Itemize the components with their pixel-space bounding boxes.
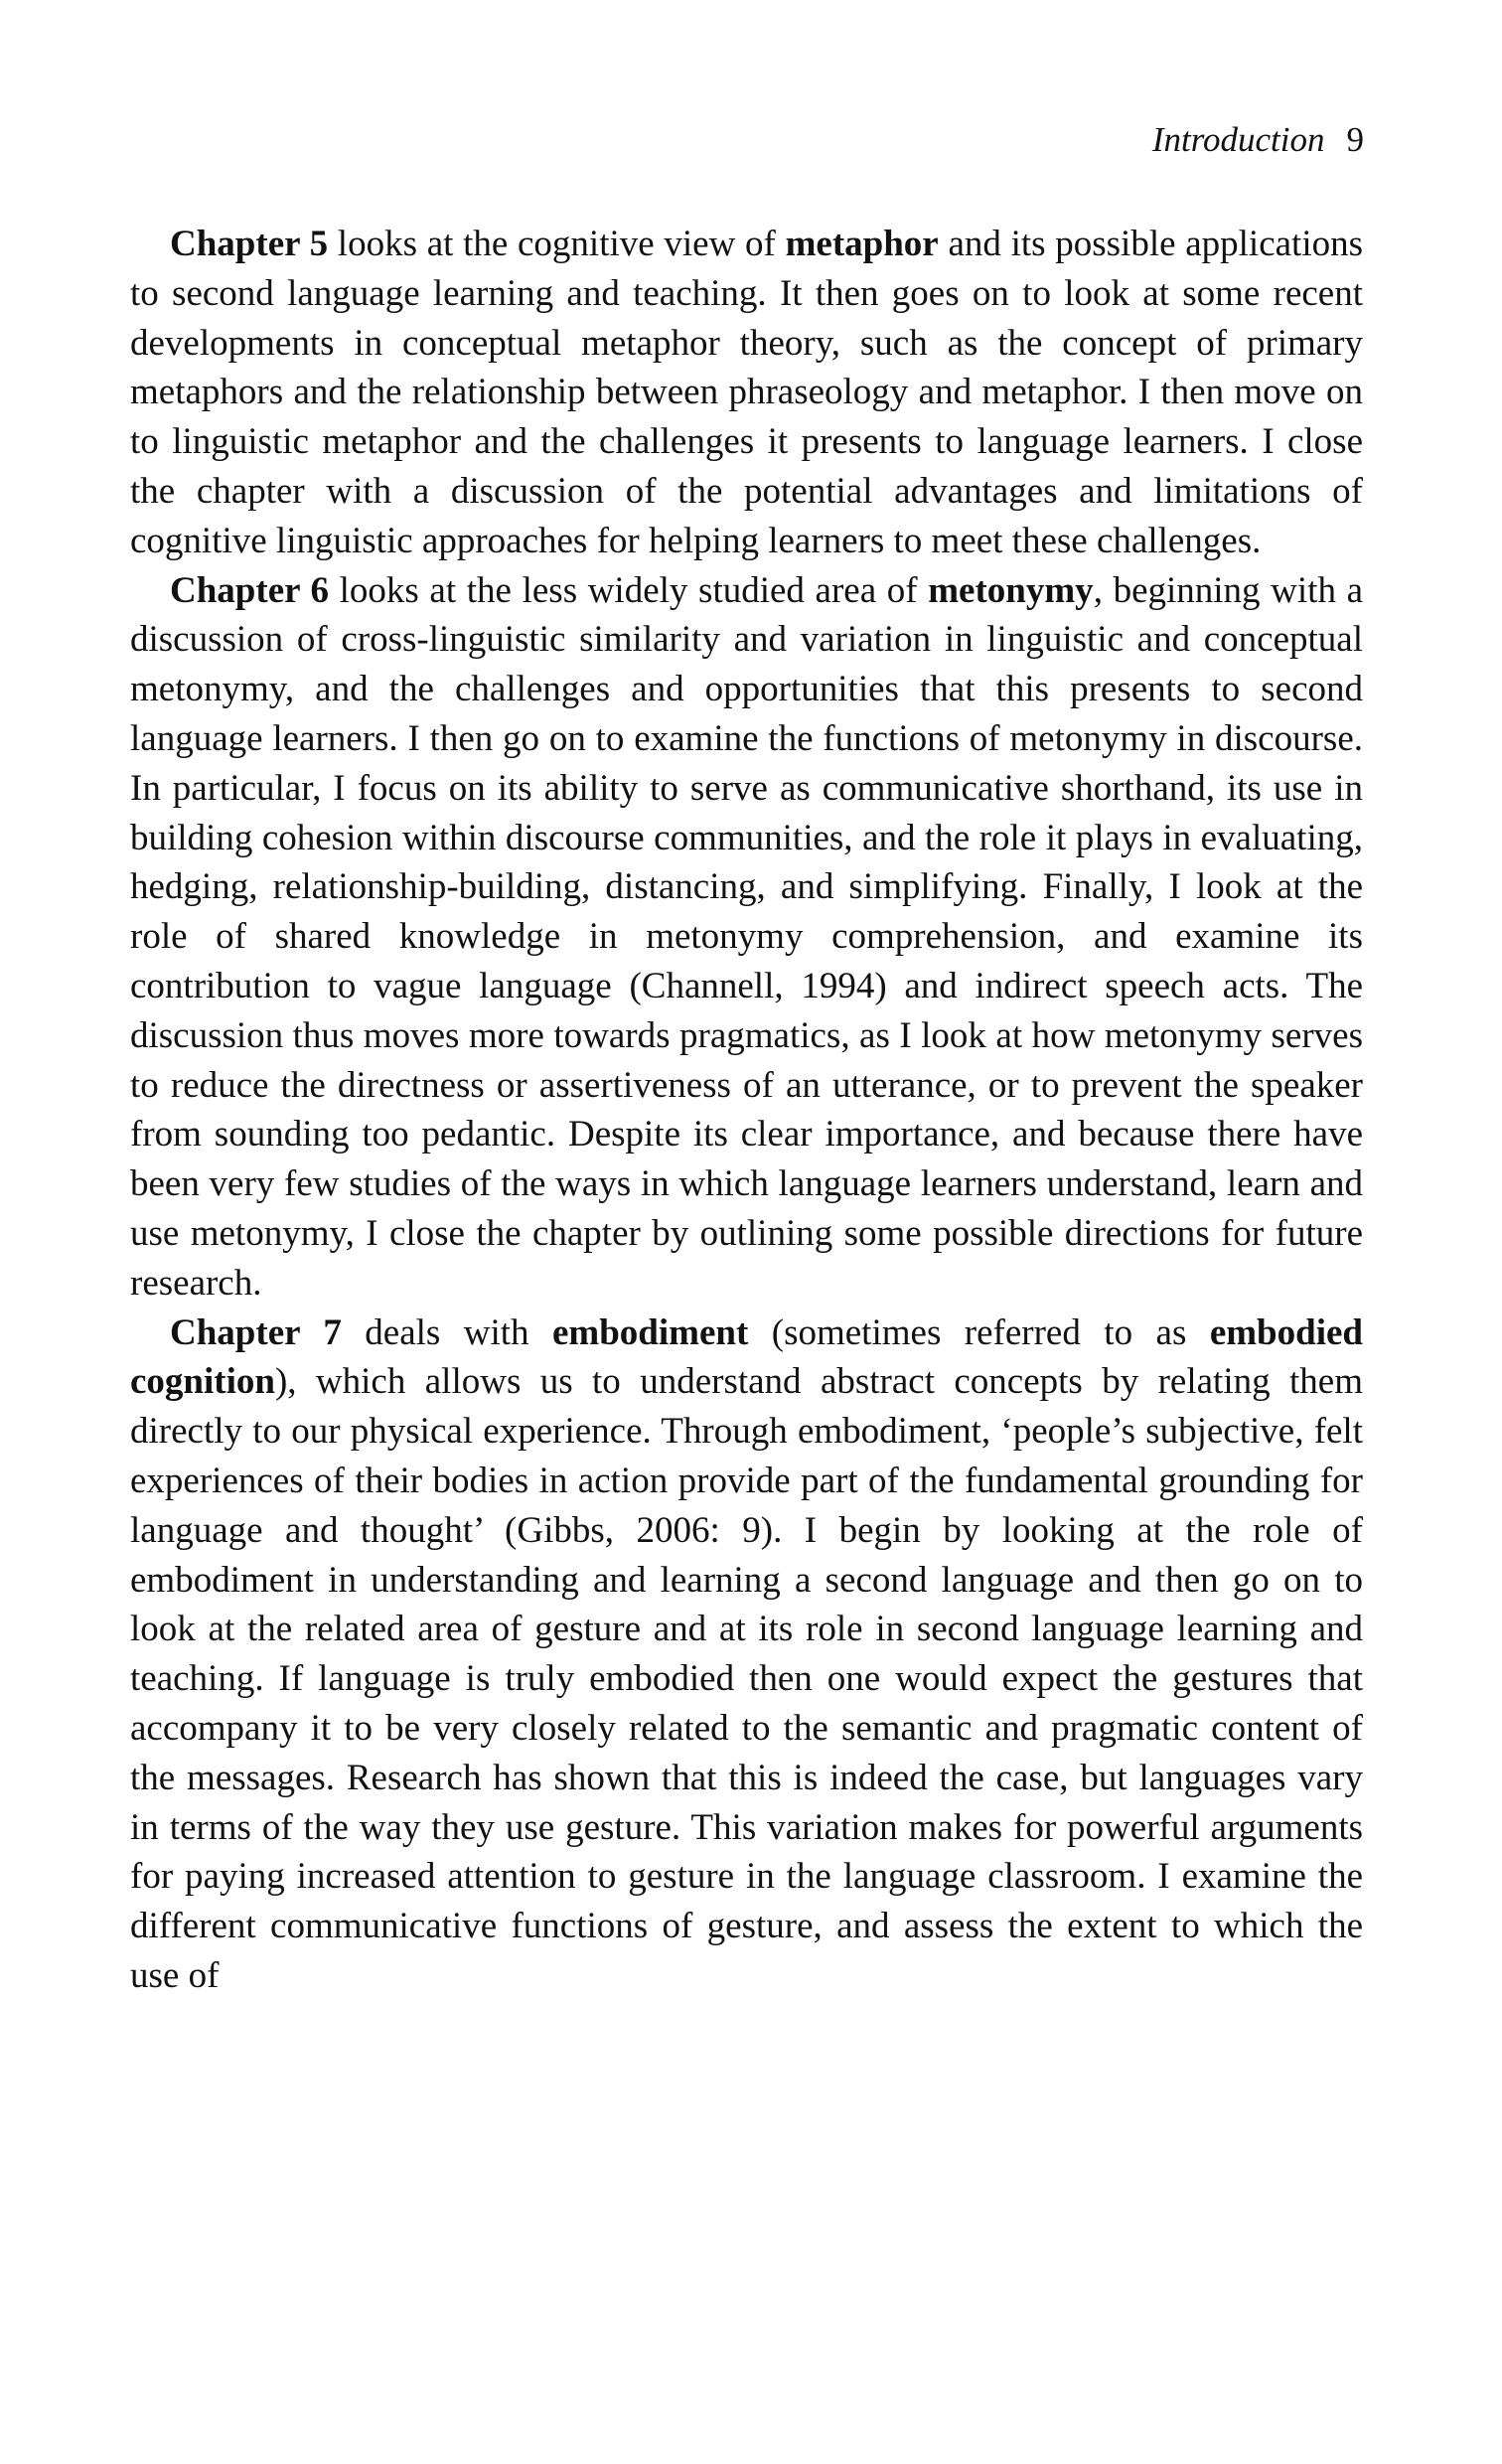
paragraph-text: and its possible applications to second language learning and teaching. It then goes on to look at some recent developments in conceptual metaphor theory, such as the concept of primary metaphors and the relationship between phraseology and metaphor. I then move on to linguistic metaphor and the challenges it presents to language learners. I close the chapter with a discussion of the potential advantages and limitations of cognitive linguistic approaches for helping learners to meet these challenges. (130, 224, 1364, 561)
body-text (130, 220, 1363, 2001)
paragraph-text: looks at the cognitive view of (328, 224, 786, 264)
paragraph-text: ), which allows us to understand abstract concepts by relating them directly to our physical experience. Through embodiment, ‘people’s subjective, felt experiences of their bodies in action provide part of the fundamental grounding for language and thought’ (Gibbs, 2006: 9). I begin by looking at the role of embodiment in understanding and learning a second language and then go on to look at the related area of gesture and at its role in second language learning and teaching. If language is truly embodied then one would expect the gestures that accompany it to be very closely related to the semantic and pragmatic content of the messages. Research has shown that this is indeed the case, but languages vary in terms of the way they use gesture. This variation makes for powerful arguments for paying increased attention to gesture in the language classroom. I examine the different communicative functions of gesture, and assess the extent to which the use of (130, 1361, 1363, 1996)
running-title: Introduction (1151, 120, 1325, 159)
paragraph-text: (sometimes referred to as (748, 1311, 1210, 1353)
running-head (1152, 117, 1364, 163)
chapter-6-heading: Chapter 6 (170, 569, 329, 611)
paragraph-chapter-7 (130, 1309, 1363, 2001)
paragraph-text: , beginning with a discussion of cross-linguistic similarity and variation in linguistic and conceptual metonymy, and the challenges and opportunities that this presents to second language learners. I then go on to examine the functions of metonymy in discourse. In particular, I focus on its ability to serve as communicative shorthand, its use in building cohesion within discourse communities, and the role it plays in evaluating, hedging, relationship-building, distancing, and simplifying. Finally, I look at the role of shared knowledge in metonymy comprehension, and examine its contribution to vague language (Channell, 1994) and indirect speech acts. The discussion thus moves more towards pragmatics, as I look at how metonymy serves to reduce the directness or assertiveness of an utterance, or to prevent the speaker from sounding too pedantic. Despite its clear importance, and because there have been very few studies of the ways in which language learners understand, learn and use metonymy, I close the chapter by outlining some possible directions for future research. (130, 569, 1364, 1304)
paragraph-text: looks at the less widely studied area of (329, 569, 929, 611)
chapter-7-heading: Chapter 7 (170, 1311, 342, 1353)
term-metaphor: metaphor (785, 224, 939, 264)
term-metonymy: metonymy (928, 569, 1094, 611)
paragraph-chapter-6 (130, 566, 1363, 1309)
term-embodiment: embodiment (551, 1311, 749, 1353)
term-embodied-cognition: embodied cognition (130, 1311, 1363, 1403)
chapter-5-heading: Chapter 5 (170, 224, 329, 264)
paragraph-chapter-5 (130, 220, 1363, 566)
paragraph-text: deals with (341, 1311, 552, 1353)
page-number: 9 (1346, 120, 1364, 159)
